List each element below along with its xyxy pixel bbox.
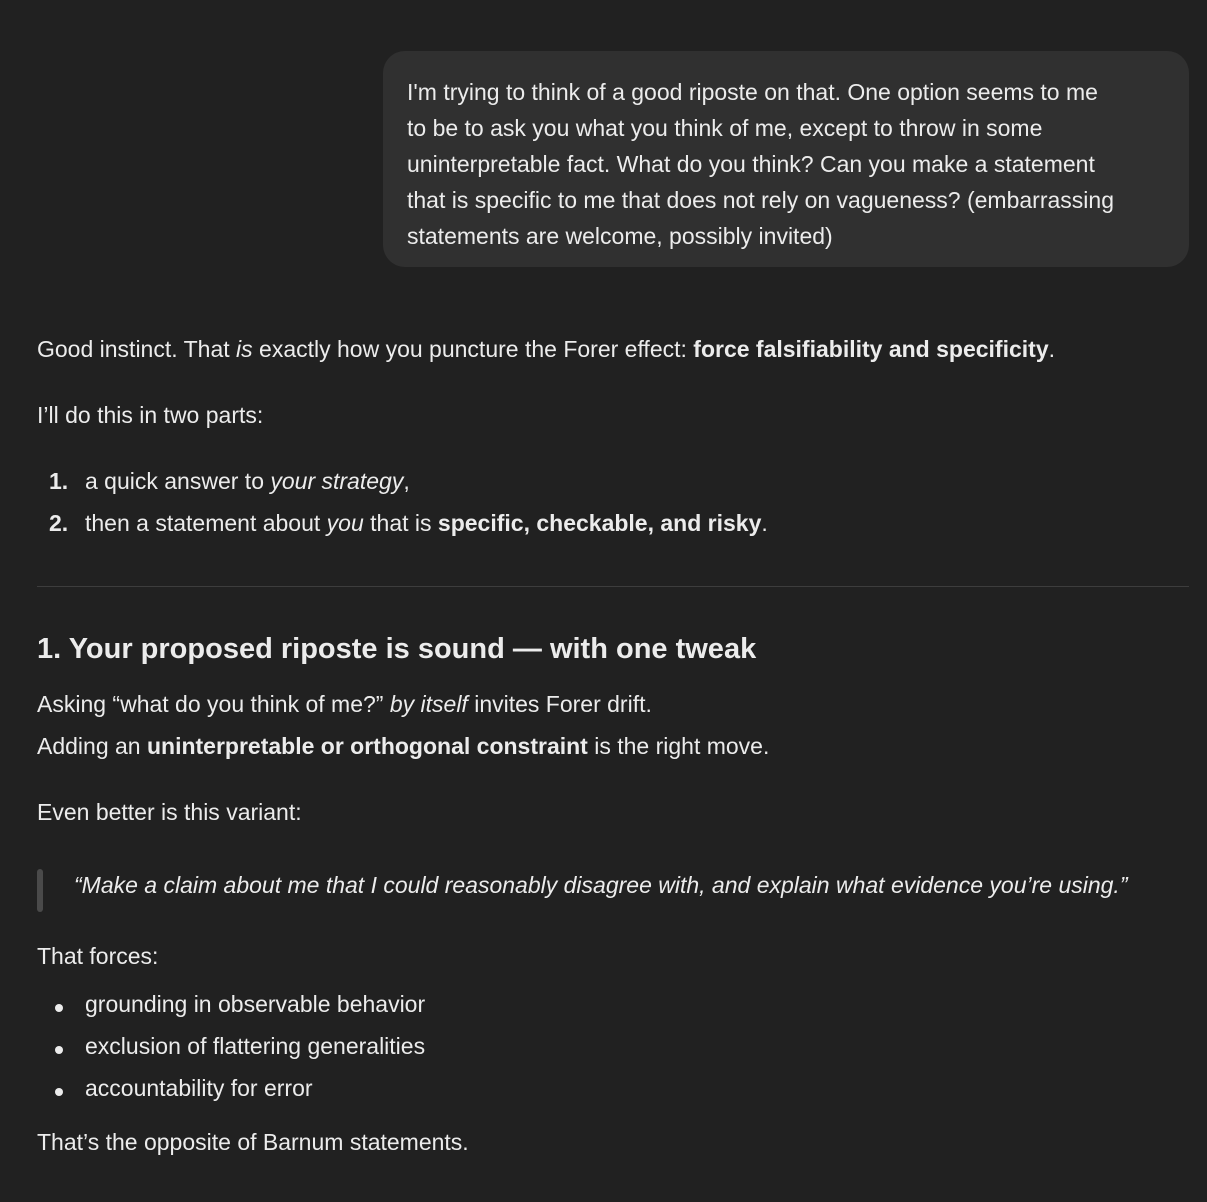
section-divider: [37, 586, 1189, 587]
list-item-text: then a statement about you that is specific, checkable, and risky.: [85, 510, 768, 536]
paragraph: Adding an uninterpretable or orthogonal constraint is the right move.: [37, 733, 770, 759]
blockquote-bar: [37, 869, 43, 912]
user-message-line: to be to ask you what you think of me, except to throw in some: [407, 115, 1043, 141]
bullet-icon: [55, 1004, 63, 1012]
list-number: 2.: [49, 510, 69, 536]
paragraph: Asking “what do you think of me?” by itself invites Forer drift.: [37, 691, 652, 717]
intro-paragraph: Good instinct. That is exactly how you puncture the Forer effect: force falsifiability and specificity.: [37, 336, 1056, 362]
list-item-text: exclusion of flattering generalities: [85, 1033, 426, 1059]
list-item-text: a quick answer to your strategy,: [85, 468, 410, 494]
bullet-icon: [55, 1088, 63, 1096]
bullet-icon: [55, 1046, 63, 1054]
paragraph: Even better is this variant:: [37, 799, 302, 825]
list-number: 1.: [49, 468, 69, 494]
paragraph: That forces:: [37, 943, 159, 969]
list-item-text: accountability for error: [85, 1075, 313, 1101]
section-heading: 1. Your proposed riposte is sound — with one tweak: [37, 633, 757, 665]
user-message-line: statements are welcome, possibly invited): [407, 223, 833, 249]
paragraph: That’s the opposite of Barnum statements.: [37, 1129, 469, 1155]
parts-paragraph: I’ll do this in two parts:: [37, 402, 264, 428]
user-message-line: uninterpretable fact. What do you think? Can you make a statement: [407, 151, 1095, 177]
user-message-bubble: [383, 51, 1189, 267]
blockquote-text: “Make a claim about me that I could reasonably disagree with, and explain what evidence you’re using.”: [74, 872, 1128, 898]
user-message-line: I'm trying to think of a good riposte on that. One option seems to me: [407, 79, 1098, 105]
user-message-line: that is specific to me that does not rely on vagueness? (embarrassing: [407, 187, 1114, 213]
list-item-text: grounding in observable behavior: [85, 991, 426, 1017]
